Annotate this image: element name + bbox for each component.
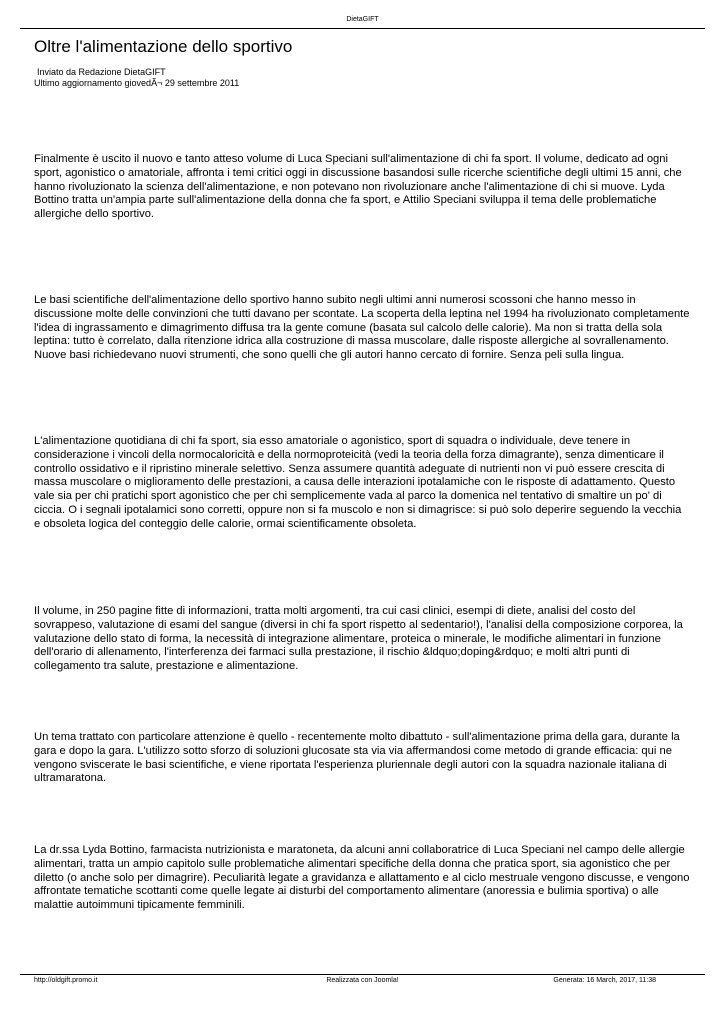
paragraph-5: Un tema trattato con particolare attenzione è quello - recentemente molto dibattuto - sull'alimentazione prima della gara, durante la gara e dopo la gara. L'utilizzo sotto sforzo di soluzioni glucosate sta via via affermandosi come metodo di grande efficacia: qui ne vengono sviscerate le basi scientifiche, e viene riportata l'esperienza pluriennale degli autori con la squadra nazionale italiana di ultramaratona.: [34, 731, 680, 785]
paragraph-1: Finalmente è uscito il nuovo e tanto atteso volume di Luca Speciani sull'alimentazione di chi fa sport. Il volume, dedicato ad ogni sport, agonistico o amatoriale, affronta i temi critici oggi in discussione basandosi sulle ricerche scientifiche degli ultimi 15 anni, che hanno rivoluzionato la scienza dell'alimentazione, e non potevano non rivoluzionare anche l'alimentazione di chi si muove. Lyda Bottino tratta un'ampia parte sull'alimentazione della donna che fa sport, e Attilio Speciani sviluppa il tema delle problematiche allergiche dello sportivo.: [34, 153, 682, 221]
paragraph-6: La dr.ssa Lyda Bottino, farmacista nutrizionista e maratoneta, da alcuni anni collaboratrice di Luca Speciani nel campo delle allergie alimentari, tratta un ampio capitolo sulle problematiche alimentari specifiche della donna che pratica sport, sia agonistico che per diletto (o anche solo per dimagrire). Peculiarità legate a gravidanza e allattamento e al ciclo mestruale vengono discusse, e vengono affrontate tematiche scottanti come quelle legate ai disturbi del comportamento alimentare (anoressia e bulimia sportiva) o alle malattie autoimmuni tipicamente femminili.: [34, 844, 690, 912]
updated-line: Ultimo aggiornamento giovedÃ¬ 29 settembre 2011: [34, 78, 240, 88]
author-line: Inviato da Redazione DietaGIFT: [37, 67, 166, 77]
paragraph-4: Il volume, in 250 pagine fitte di informazioni, tratta molti argomenti, tra cui casi clinici, esempi di diete, analisi del costo del sovrappeso, valutazione di esami del sangue (diversi in chi fa sport rispetto al sedentario!), l'analisi della composizione corporea, la valutazione dello stato di forma, la necessità di integrazione alimentare, proteica o minerale, le modifiche alimentari in funzione dell'orario di allenamento, l'interferenza dei farmaci sulla prestazione, il rischio &ldquo;doping&rdquo; e molti altri punti di collegamento tra salute, prestazione e alimentazione.: [34, 605, 683, 673]
paragraph-2: Le basi scientifiche dell'alimentazione dello sportivo hanno subito negli ultimi anni numerosi scossoni che hanno messo in discussione molte delle convinzioni che tutti davano per scontate. La scoperta della leptina nel 1994 ha rivoluzionato completamente l'idea di ingrassamento e dimagrimento diffusa tra la gente comune (basata sul calcolo delle calorie). Ma non si tratta della sola leptina: tutto è correlato, dalla ritenzione idrica alla costruzione di massa muscolare, dalle risposte allergiche al sovrallenamento. Nuove basi richiedevano nuovi strumenti, che sono quelli che gli autori hanno cercato di fornire. Senza peli sulla lingua.: [34, 294, 690, 362]
site-name-header: DietaGIFT: [346, 16, 379, 23]
paragraph-3: L'alimentazione quotidiana di chi fa sport, sia esso amatoriale o agonistico, sport di squadra o individuale, deve tenere in considerazione i vincoli della normocaloricità e della normoproteicità (vedi la teoria della forza dimagrante), senza dimenticare il controllo ossidativo e il ripristino minerale selettivo. Senza assumere quantità adeguate di nutrienti non vi può essere crescita di massa muscolare o miglioramento delle prestazioni, a causa delle interazioni ipotalamiche con le risposte di adattamento. Questo vale sia per chi pratichi sport agonistico che per chi semplicemente vada al parco la domenica nel tentativo di smaltire un po' di ciccia. O i segnali ipotalamici sono corretti, oppure non si fa muscolo e non si dimagrisce: si può solo deperire seguendo la vecchia e obsoleta logica del conteggio delle calorie, ormai scientificamente obsoleta.: [34, 435, 682, 530]
footer-url: http://oldgift.promo.it: [34, 977, 98, 984]
bottom-divider: [20, 974, 705, 975]
top-divider: [20, 28, 705, 29]
footer-generated-date: Generata: 16 March, 2017, 11:38: [553, 977, 656, 984]
article-meta: [34, 67, 239, 89]
footer-powered-by: Realizzata con Joomla!: [326, 977, 399, 984]
article-title: Oltre l'alimentazione dello sportivo: [34, 37, 293, 56]
